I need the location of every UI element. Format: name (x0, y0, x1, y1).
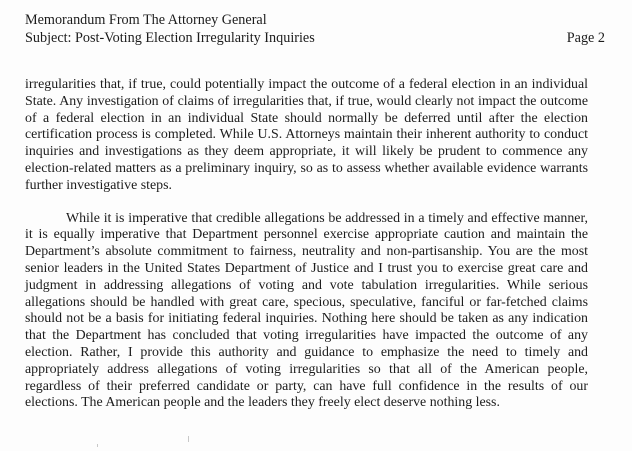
paragraph-continued: irregularities that, if true, could potentially impact the outcome of a federal election in an individual State. Any investigation of claims of irregularities that, if true, would clearly not impact the outcome of a federal election in an individual State should normally be deferred until after the election certification process is completed. While U.S. Attorneys maintain their inherent authority to conduct inquiries and investigations as they deem appropriate, it will likely be prudent to commence any election-related matters as a preliminary inquiry, so as to assess whether available evidence warrants further investigative steps. (25, 77, 588, 193)
page-number: Page 2 (566, 30, 605, 46)
paragraph-caution: While it is imperative that credible allegations be addressed in a timely and effective manner, it is equally imperative that Department personnel exercise appropriate caution and maintain the Department’s absolute commitment to fairness, neutrality and non-partisanship. You are the most senior leaders in the United States Department of Justice and I trust you to exercise great care and judgment in addressing allegations of voting and vote tabulation irregularities. While serious allegations should be handled with great care, specious, speculative, fanciful or far-fetched claims should not be a basis for initiating federal inquiries. Nothing here should be taken as any indication that the Department has concluded that voting irregularities have impacted the outcome of any election. Rather, I provide this authority and guidance to emphasize the need to timely and appropriately address allegations of voting irregularities so that all of the American people, regardless of their preferred candidate or party, can have full confidence in the results of our elections. The American people and the leaders they freely elect deserve nothing less. (25, 210, 588, 411)
scan-speck (97, 444, 98, 447)
memo-title: Memorandum From The Attorney General (25, 12, 267, 28)
memo-subject: Subject: Post-Voting Election Irregularity Inquiries (25, 30, 315, 46)
memo-body (25, 77, 588, 412)
memo-header (25, 11, 605, 47)
scan-speck (188, 436, 189, 442)
